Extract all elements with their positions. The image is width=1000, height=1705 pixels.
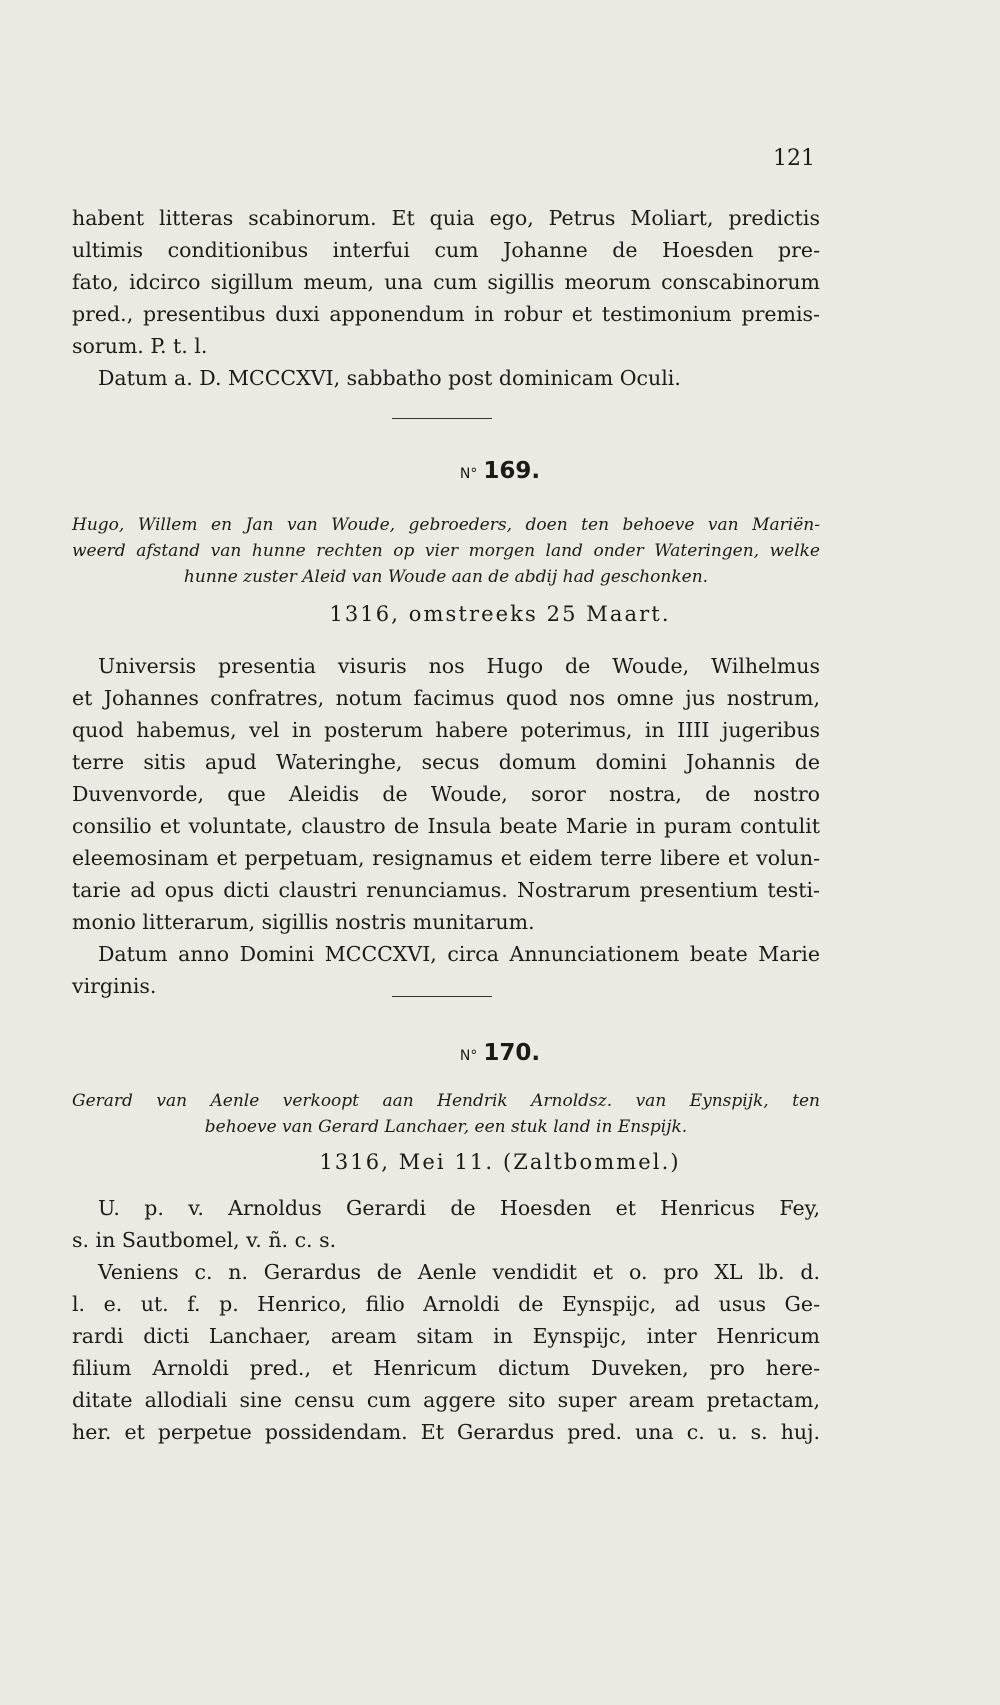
- charter-date-169: 1316, omstreeks 25 Maart.: [329, 602, 671, 626]
- section-divider: [392, 418, 492, 419]
- text-line: ultimis conditionibus interfui cum Johanne de Hoesden pre-: [72, 238, 820, 262]
- number-value: 169.: [483, 458, 541, 484]
- text-line: sorum. P. t. l.: [72, 334, 208, 358]
- text-line: ditate allodiali sine censu cum aggere sito super aream pretactam,: [72, 1388, 820, 1412]
- charter-number-169: [0, 458, 1000, 484]
- text-line: Duvenvorde, que Aleidis de Woude, soror nostra, de nostro: [72, 782, 820, 806]
- summary-line: behoeve van Gerard Lanchaer, een stuk land in Enspijk.: [204, 1117, 688, 1137]
- text-line: eleemosinam et perpetuam, resignamus et eidem terre libere et volun-: [72, 846, 820, 870]
- number-value: 170.: [483, 1040, 541, 1066]
- text-line: pred., presentibus duxi apponendum in robur et testimonium premis-: [72, 302, 820, 326]
- text-line: fato, idcirco sigillum meum, una cum sigillis meorum conscabinorum: [72, 270, 820, 294]
- summary-line: weerd afstand van hunne rechten op vier morgen land onder Wateringen, welke: [72, 541, 820, 561]
- number-label: N°: [459, 466, 478, 482]
- text-line: et Johannes confratres, notum facimus quod nos omne jus nostrum,: [72, 686, 820, 710]
- text-line: consilio et voluntate, claustro de Insula beate Marie in puram contulit: [72, 814, 820, 838]
- summary-line: hunne zuster Aleid van Woude aan de abdij had geschonken.: [183, 567, 709, 587]
- text-line: Veniens c. n. Gerardus de Aenle vendidit et o. pro XL lb. d.: [98, 1260, 820, 1284]
- charter-body-169: [72, 650, 820, 1002]
- section-divider: [392, 996, 492, 997]
- text-line: terre sitis apud Wateringhe, secus domum domini Johannis de: [72, 750, 820, 774]
- charter-number-170: [0, 1040, 1000, 1066]
- text-line: Datum anno Domini MCCCXVI, circa Annunciationem beate Marie: [98, 942, 820, 966]
- charter-body-170: [72, 1192, 820, 1448]
- text-line: rardi dicti Lanchaer, aream sitam in Eynspijc, inter Henricum: [72, 1324, 820, 1348]
- text-line: Datum a. D. MCCCXVI, sabbatho post dominicam Oculi.: [98, 366, 681, 390]
- continued-charter-text: [72, 202, 820, 394]
- text-line: l. e. ut. f. p. Henrico, filio Arnoldi de Eynspijc, ad usus Ge-: [72, 1292, 820, 1316]
- text-line: U. p. v. Arnoldus Gerardi de Hoesden et Henricus Fey,: [98, 1196, 820, 1220]
- charter-summary-170: [72, 1088, 820, 1140]
- number-label: N°: [459, 1048, 478, 1064]
- summary-line: Gerard van Aenle verkoopt aan Hendrik Arnoldsz. van Eynspijk, ten: [72, 1091, 820, 1111]
- charter-summary-169: [72, 512, 820, 590]
- summary-line: Hugo, Willem en Jan van Woude, gebroeders, doen ten behoeve van Mariën-: [72, 515, 820, 535]
- text-line: filium Arnoldi pred., et Henricum dictum Duveken, pro here-: [72, 1356, 820, 1380]
- text-line: monio litterarum, sigillis nostris munitarum.: [72, 910, 535, 934]
- text-line: Universis presentia visuris nos Hugo de Woude, Wilhelmus: [98, 654, 820, 678]
- text-line: virginis.: [72, 974, 157, 998]
- text-line: habent litteras scabinorum. Et quia ego, Petrus Moliart, predictis: [72, 206, 820, 230]
- text-line: tarie ad opus dicti claustri renunciamus. Nostrarum presentium testi-: [72, 878, 820, 902]
- text-line: s. in Sautbomel, v. ñ. c. s.: [72, 1228, 337, 1252]
- text-line: her. et perpetue possidendam. Et Gerardus pred. una c. u. s. huj.: [72, 1420, 820, 1444]
- charter-date-170: 1316, Mei 11. (Zaltbommel.): [319, 1150, 681, 1174]
- page-number: 121: [773, 146, 815, 171]
- text-line: quod habemus, vel in posterum habere poterimus, in IIII jugeribus: [72, 718, 820, 742]
